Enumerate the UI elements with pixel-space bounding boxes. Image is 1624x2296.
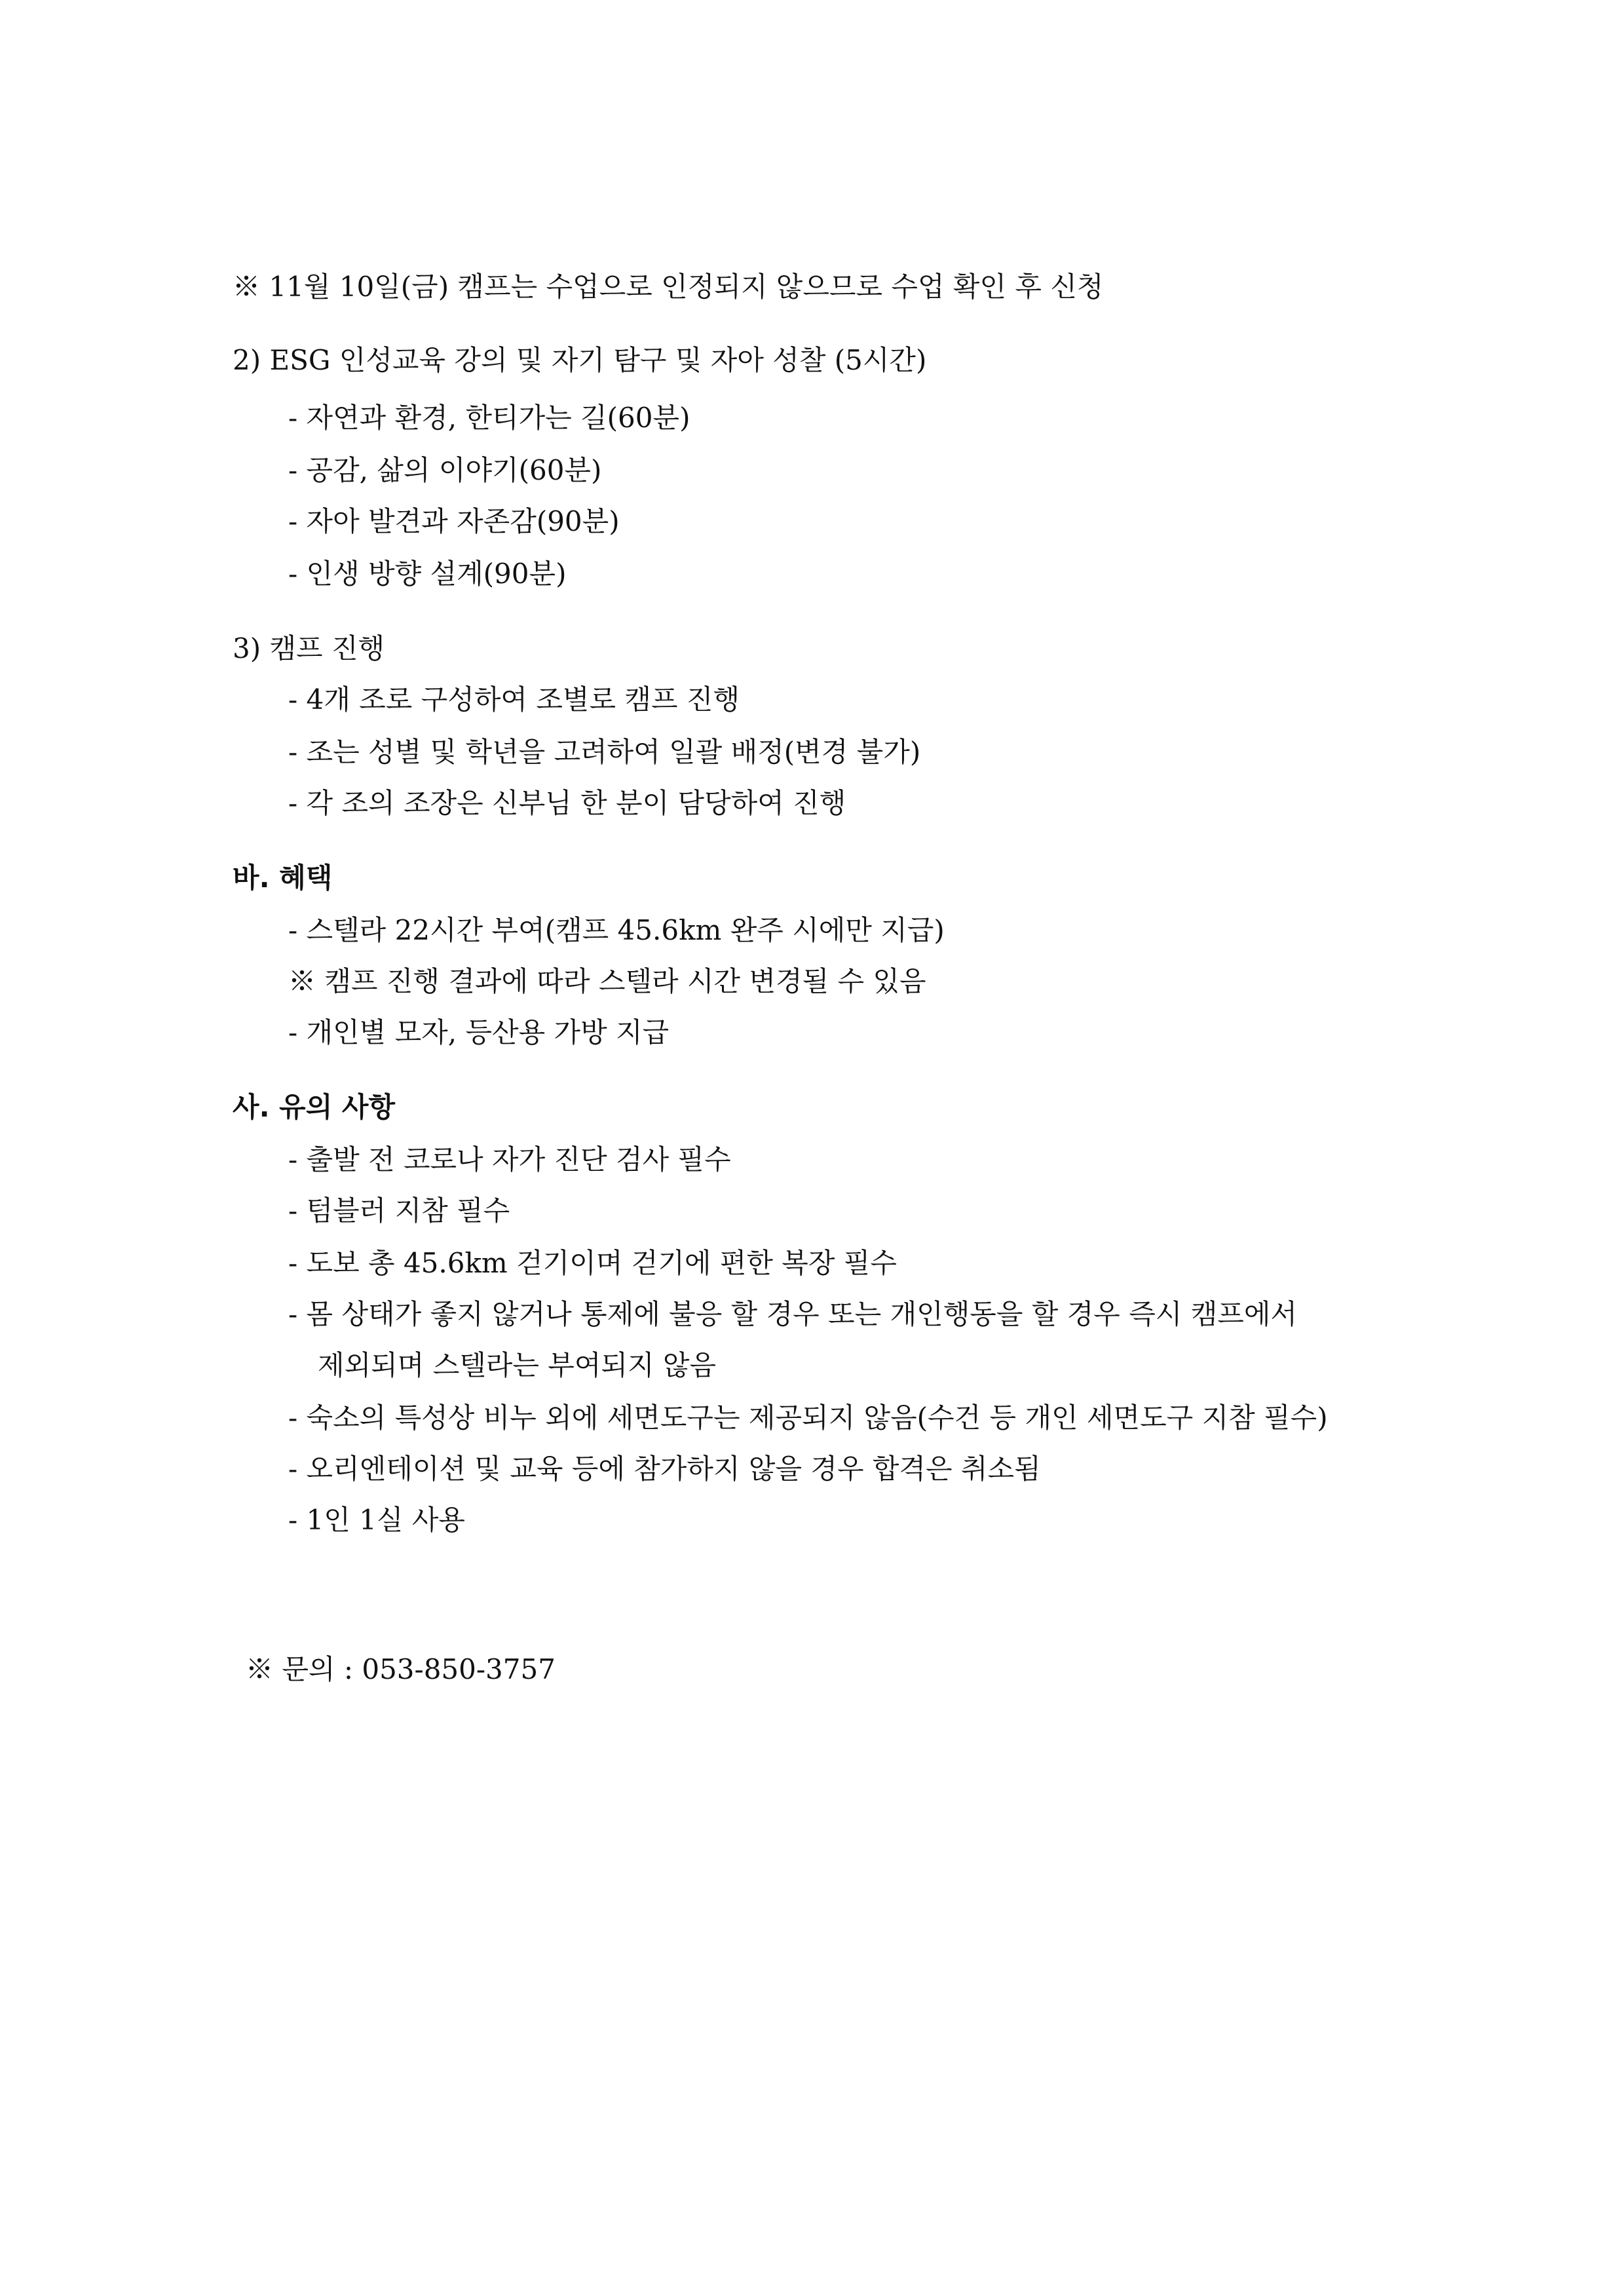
section2-item: - 인생 방향 설계(90분)	[288, 558, 567, 590]
cautions-item-continued: 제외되며 스텔라는 부여되지 않음	[318, 1349, 717, 1381]
section3-title: 3) 캠프 진행	[233, 632, 385, 664]
cautions-item: - 텀블러 지참 필수	[288, 1195, 510, 1227]
benefits-item: - 개인별 모자, 등산용 가방 지급	[288, 1016, 670, 1048]
cautions-item: - 오리엔테이션 및 교육 등에 참가하지 않을 경우 합격은 취소됨	[288, 1453, 1041, 1485]
cautions-item: - 출발 전 코로나 자가 진단 검사 필수	[288, 1143, 731, 1176]
contact-info: ※ 문의 : 053-850-3757	[246, 1653, 556, 1685]
section3-item: - 조는 성별 및 학년을 고려하여 일괄 배정(변경 불가)	[288, 736, 921, 768]
section2-title: 2) ESG 인성교육 강의 및 자기 탐구 및 자아 성찰 (5시간)	[233, 344, 927, 376]
benefits-item: - 스텔라 22시간 부여(캠프 45.6km 완주 시에만 지급)	[288, 914, 945, 946]
section3-item: - 4개 조로 구성하여 조별로 캠프 진행	[288, 683, 740, 716]
section2-item: - 자연과 환경, 한티가는 길(60분)	[288, 402, 690, 434]
cautions-item: - 도보 총 45.6km 걷기이며 걷기에 편한 복장 필수	[288, 1247, 897, 1279]
cautions-item: - 숙소의 특성상 비누 외에 세면도구는 제공되지 않음(수건 등 개인 세면도구 지참 필수)	[288, 1402, 1328, 1434]
notice-top: ※ 11월 10일(금) 캠프는 수업으로 인정되지 않으므로 수업 확인 후 신청	[233, 271, 1104, 303]
cautions-heading: 사. 유의 사항	[233, 1091, 396, 1123]
benefits-heading: 바. 혜택	[233, 862, 333, 894]
cautions-item: - 1인 1실 사용	[288, 1504, 465, 1536]
section2-item: - 자아 발견과 자존감(90분)	[288, 505, 620, 537]
section2-item: - 공감, 삶의 이야기(60분)	[288, 454, 602, 486]
benefits-note: ※ 캠프 진행 결과에 따라 스텔라 시간 변경될 수 있음	[288, 965, 926, 997]
cautions-item: - 몸 상태가 좋지 않거나 통제에 불응 할 경우 또는 개인행동을 할 경우 즉시 캠프에서	[288, 1298, 1297, 1330]
section3-item: - 각 조의 조장은 신부님 한 분이 담당하여 진행	[288, 787, 846, 819]
